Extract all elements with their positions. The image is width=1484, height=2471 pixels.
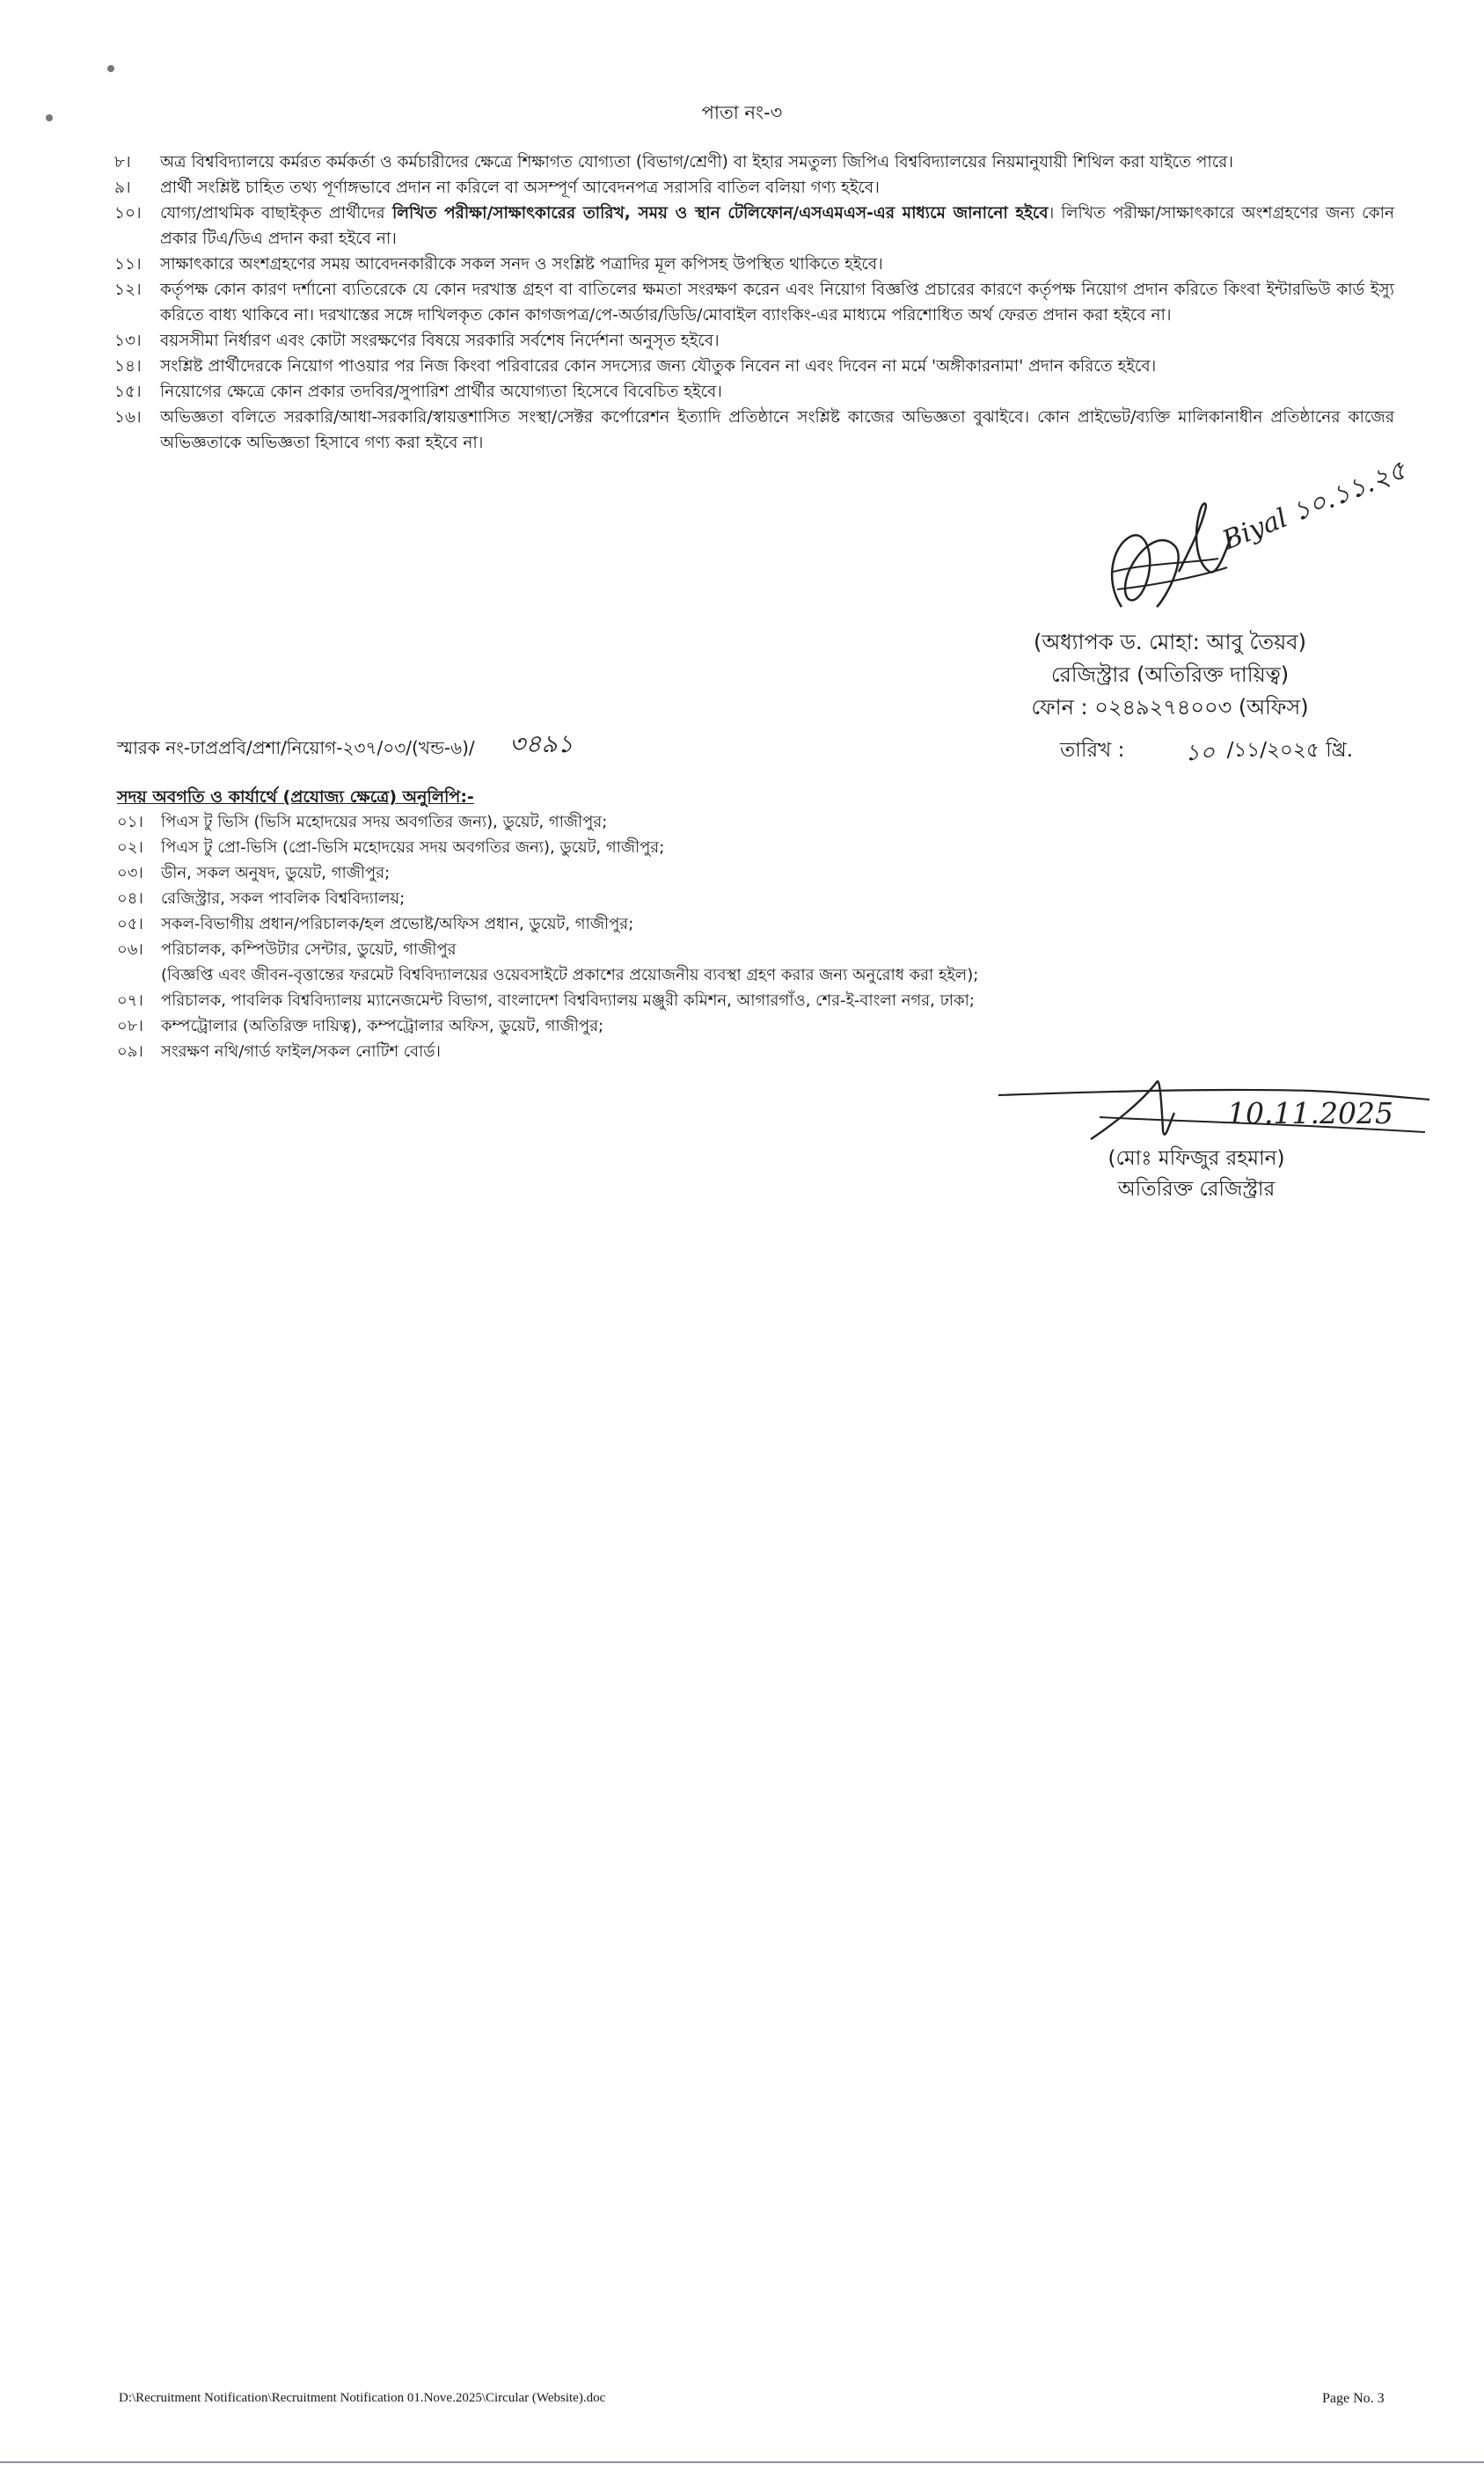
distribution-number: ০২। <box>117 838 143 857</box>
distribution-number: ০৮। <box>117 1017 143 1035</box>
distribution-item <box>117 1039 1393 1064</box>
distribution-number: ০৬। <box>117 940 143 959</box>
condition-number: ১৬। <box>114 408 142 427</box>
registrar-sign-block <box>1003 626 1337 724</box>
condition-item <box>114 252 1394 277</box>
condition-number: ১১। <box>114 255 142 274</box>
condition-item <box>114 354 1394 379</box>
distribution-item <box>117 886 1393 911</box>
condition-item <box>114 328 1394 354</box>
distribution-number: ০৯। <box>117 1042 143 1061</box>
distribution-text: কম্পট্রোলার (অতিরিক্ত দায়িত্ব), কম্পট্রোলার অফিস, ডুয়েট, গাজীপুর; <box>161 1017 604 1035</box>
condition-text-part: কর্তৃপক্ষ কোন কারণ দর্শানো ব্যতিরেকে যে কোন দরখাস্ত গ্রহণ বা বাতিলের ক্ষমতা সংরক্ষণ করেন এবং নিয়োগ বিজ্ঞপ্তি প্রচারের কারণে কর্তৃপক্ষ নিয়োগ প্রদান করিতে কিংবা ইন্টারভিউ কার্ড ইস্যু করিতে বাধ্য থাকিবে না। দরখাস্তের সঙ্গে দাখিলকৃত কোন কাগজপত্র/পে-অর্ডার/ডিডি/মোবাইল ব্যাংকিং-এর মাধ্যমে পরিশোধিত অর্থ ফেরত প্রদান করা হইবে না। <box>160 281 1394 325</box>
condition-text <box>160 328 1394 354</box>
date-printed: /১১/২০২৫ খ্রি. <box>1226 739 1354 762</box>
footer-page-number: Page No. 3 <box>1322 2391 1385 2406</box>
scan-speck <box>107 65 114 72</box>
condition-text <box>160 175 1394 201</box>
condition-text-bold: লিখিত পরীক্ষা/সাক্ষাৎকারের তারিখ, সময় ও স্থান টেলিফোন/এসএমএস-এর মাধ্যমে জানানো হইবে <box>391 204 1049 223</box>
distribution-item <box>117 835 1393 860</box>
page-bottom-edge <box>0 2461 1484 2463</box>
additional-registrar-signature <box>994 1069 1434 1152</box>
condition-number: ১৫। <box>114 383 142 401</box>
condition-text <box>160 379 1394 405</box>
condition-number: ১২। <box>114 281 142 299</box>
condition-text-part: অত্র বিশ্ববিদ্যালয়ে কর্মরত কর্মকর্তা ও কর্মচারীদের ক্ষেত্রে শিক্ষাগত যোগ্যতা (বিভাগ/শ্রেণী) বা ইহার সমতুল্য জিপিএ বিশ্ববিদ্যালয়ের নিয়মানুযায়ী শিথিল করা যাইতে পারে। <box>160 153 1233 172</box>
condition-item <box>114 405 1394 456</box>
copy-heading: সদয় অবগতি ও কার্যার্থে (প্রযোজ্য ক্ষেত্রে) অনুলিপি:- <box>117 787 474 807</box>
condition-text-part: যোগ্য/প্রাথমিক বাছাইকৃত প্রার্থীদের <box>160 204 392 223</box>
condition-item <box>114 150 1394 175</box>
date-day-handwritten <box>1132 738 1220 764</box>
condition-number: ১৩। <box>114 332 142 350</box>
distribution-note: (বিজ্ঞপ্তি এবং জীবন-বৃত্তান্তের ফরমেট বিশ্ববিদ্যালয়ের ওয়েবসাইটে প্রকাশের প্রয়োজনীয় ব্যবস্থা গ্রহণ করার জন্য অনুরোধ করা হইল); <box>161 966 979 984</box>
condition-text <box>160 150 1394 175</box>
distribution-number: ০৪। <box>117 889 143 908</box>
condition-item <box>114 175 1394 201</box>
distribution-text: ডীন, সকল অনুষদ, ডুয়েট, গাজীপুর; <box>161 864 391 882</box>
distribution-number: ০৭। <box>117 991 143 1010</box>
condition-text <box>160 252 1394 277</box>
conditions-list <box>114 150 1394 456</box>
condition-text-part: সাক্ষাৎকারে অংশগ্রহণের সময় আবেদনকারীকে সকল সনদ ও সংশ্লিষ্ট পত্রাদির মূল কপিসহ উপস্থিত থাকিতে হইবে। <box>160 255 883 274</box>
condition-item <box>114 201 1394 252</box>
condition-text <box>160 277 1394 328</box>
condition-item <box>114 277 1394 328</box>
signature-date: 10.11.2025 <box>1227 1096 1393 1130</box>
condition-text-part: । লিখিত পরীক্ষা/সাক্ষাৎকারে অংশগ্রহণের জন্য কোন প্রকার টিএ/ডিএ প্রদান করা হইবে না। <box>160 204 1395 248</box>
condition-text-part: অভিজ্ঞতা বলিতে সরকারি/আধা-সরকারি/স্বায়ত্তশাসিত সংস্থা/সেক্টর কর্পোরেশন ইত্যাদি প্রতিষ্ঠানে সংশ্লিষ্ট কাজের অভিজ্ঞতা বুঝাইবে। কোন প্রাইভেট/ব্যক্তি মালিকানাধীন প্রতিষ্ঠানের কাজের অভিজ্ঞতাকে অভিজ্ঞতা হিসাবে গণ্য করা হইবে না। <box>160 408 1394 452</box>
condition-text-part: নিয়োগের ক্ষেত্রে কোন প্রকার তদবির/সুপারিশ প্রার্থীর অযোগ্যতা হিসেবে বিবেচিত হইবে। <box>160 383 722 401</box>
additional-registrar-sign-block <box>1064 1144 1328 1205</box>
condition-text-part: বয়সসীমা নির্ধারণ এবং কোটা সংরক্ষণের বিষয়ে সরকারি সর্বশেষ নির্দেশনা অনুসৃত হইবে। <box>160 332 720 350</box>
condition-text-part: প্রার্থী সংশ্লিষ্ট চাহিত তথ্য পূর্ণাঙ্গভাবে প্রদান না করিলে বা অসম্পূর্ণ আবেদনপত্র সরাসরি বাতিল বলিয়া গণ্য হইবে। <box>160 179 880 197</box>
registrar-name: (অধ্যাপক ড. মোহা: আবু তৈয়ব) <box>1033 630 1306 654</box>
distribution-item <box>117 988 1393 1013</box>
svg-text:৩৪৯১: ৩৪৯১ <box>509 729 574 758</box>
distribution-text: পরিচালক, পাবলিক বিশ্ববিদ্যালয় ম্যানেজমেন্ট বিভাগ, বাংলাদেশ বিশ্ববিদ্যালয় মঞ্জুরী কমিশন, আগারগাঁও, শের-ই-বাংলা নগর, ঢাকা; <box>161 991 975 1010</box>
page-number-header: পাতা নং-৩ <box>701 102 783 123</box>
distribution-text: রেজিস্ট্রার, সকল পাবলিক বিশ্ববিদ্যালয়; <box>161 889 406 908</box>
memo-number <box>117 735 475 764</box>
condition-item <box>114 379 1394 405</box>
distribution-item <box>117 911 1393 937</box>
distribution-text: পিএস টু প্রো-ভিসি (প্রো-ভিসি মহোদয়ের সদয় অবগতির জন্য), ডুয়েট, গাজীপুর; <box>161 838 665 857</box>
distribution-text: সকল-বিভাগীয় প্রধান/পরিচালক/হল প্রভোষ্ট/অফিস প্রধান, ডুয়েট, গাজীপুর; <box>161 915 634 933</box>
condition-number: ১৪। <box>114 357 142 376</box>
distribution-item <box>117 937 1393 962</box>
registrar-phone: ফোন : ০২৪৯২৭৪০০৩ (অফিস) <box>1031 695 1309 720</box>
distribution-number: ০৩। <box>117 864 143 882</box>
distribution-text: সংরক্ষণ নথি/গার্ড ফাইল/সকল নোটিশ বোর্ড। <box>161 1042 441 1061</box>
distribution-list <box>117 809 1393 1064</box>
condition-number: ১০। <box>114 204 142 223</box>
footer-file-path: D:\Recruitment Notification\Recruitment Notification 01.Nove.2025\Circular (Website).doc <box>119 2391 606 2405</box>
distribution-item <box>117 809 1393 835</box>
distribution-item <box>117 860 1393 886</box>
registrar-signature <box>1095 454 1411 633</box>
condition-number: ৮। <box>114 153 131 172</box>
condition-text <box>160 405 1394 456</box>
memo-date <box>1060 734 1353 768</box>
distribution-text: পরিচালক, কম্পিউটার সেন্টার, ডুয়েট, গাজীপুর <box>161 940 457 959</box>
date-label: তারিখ : <box>1060 739 1125 762</box>
additional-registrar-title: অতিরিক্ত রেজিস্ট্রার <box>1117 1178 1276 1201</box>
svg-text:১০: ১০ <box>1185 739 1216 766</box>
registrar-title: রেজিস্ট্রার (অতিরিক্ত দায়িত্ব) <box>1050 662 1290 687</box>
condition-text <box>160 354 1394 379</box>
distribution-number: ০৫। <box>117 915 143 933</box>
condition-text <box>160 201 1394 252</box>
condition-text-part: সংশ্লিষ্ট প্রার্থীদেরকে নিয়োগ পাওয়ার পর নিজ কিংবা পরিবারের কোন সদস্যের জন্য যৌতুক নিবেন না এবং দিবেন না মর্মে 'অঙ্গীকারনামা' প্রদান করিতে হইবে। <box>160 357 1157 376</box>
distribution-number: ০১। <box>117 813 143 831</box>
signature-date: Biyal ১০.১১.২৫ <box>1217 454 1411 557</box>
distribution-text: পিএস টু ভিসি (ভিসি মহোদয়ের সদয় অবগতির জন্য), ডুয়েট, গাজীপুর; <box>161 813 608 831</box>
memo-number-handwritten <box>506 727 603 760</box>
distribution-item <box>117 1013 1393 1039</box>
additional-registrar-name: (মোঃ মফিজুর রহমান) <box>1108 1147 1285 1170</box>
memo-number-printed: স্মারক নং-ঢাপ্রপ্রবি/প্রশা/নিয়োগ-২৩৭/০৩/(খন্ড-৬)/ <box>117 737 475 758</box>
condition-number: ৯। <box>114 179 131 197</box>
